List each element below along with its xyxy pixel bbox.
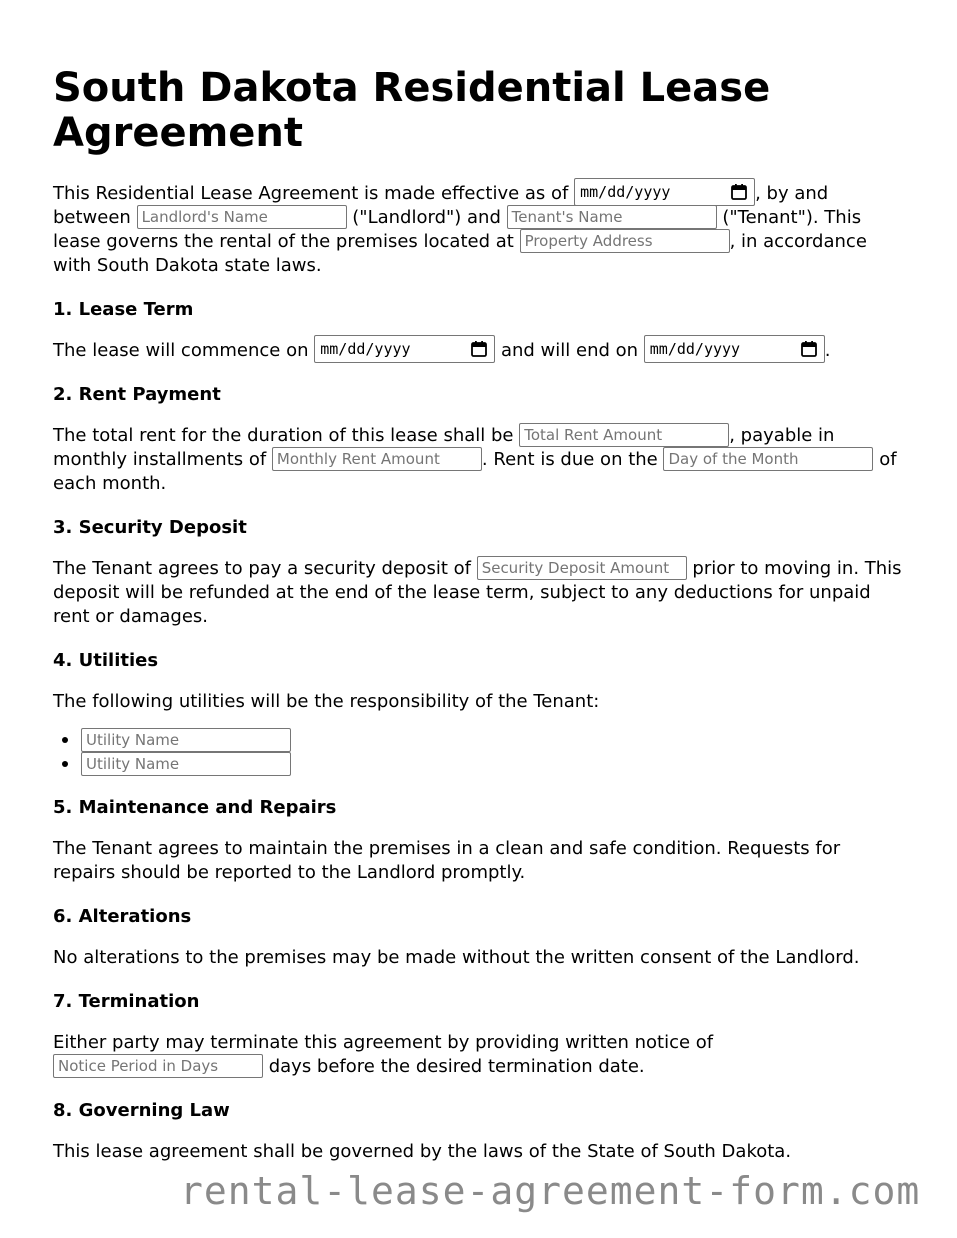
governing-law-paragraph: This lease agreement shall be governed by the laws of the State of South Dakota. (53, 1141, 792, 1162)
property-address-field[interactable]: Property Address (520, 229, 730, 253)
deposit-text-2: prior to moving in. This deposit will be refunded at the end of the lease term, subject to any deductions for unpaid rent or damages. (53, 558, 902, 627)
landlord-name-field[interactable]: Landlord's Name (137, 205, 347, 229)
lease-document (53, 66, 903, 1184)
section-heading-utilities: 4. Utilities (53, 650, 159, 671)
termination-paragraph (53, 1031, 903, 1079)
start-date-input[interactable] (314, 335, 495, 363)
date-placeholder: mm/dd/yyyy (320, 340, 411, 358)
rent-text-2: , payable in monthly installments of (53, 425, 835, 470)
section-heading-lease-term: 1. Lease Term (53, 299, 194, 320)
deposit-text-1: The Tenant agrees to pay a security deposit of (53, 558, 477, 579)
security-deposit-field[interactable]: Security Deposit Amount (477, 556, 687, 580)
rent-text-4: of each month. (53, 449, 897, 494)
rent-payment-paragraph (53, 424, 903, 496)
site-watermark: rental-lease-agreement-form.com (180, 1169, 921, 1213)
alterations-paragraph: No alterations to the premises may be made without the written consent of the Landlord. (53, 947, 860, 968)
intro-text-2: , by and between (53, 183, 829, 228)
section-heading-termination: 7. Termination (53, 991, 200, 1012)
section-heading-maintenance: 5. Maintenance and Repairs (53, 797, 337, 818)
date-placeholder: mm/dd/yyyy (649, 340, 741, 358)
bullet-icon (62, 737, 68, 743)
calendar-icon[interactable] (800, 340, 818, 358)
lease-term-paragraph (53, 339, 903, 363)
lease-term-text-2: and will end on (495, 340, 644, 361)
total-rent-field[interactable]: Total Rent Amount (519, 423, 729, 447)
section-heading-governing-law: 8. Governing Law (53, 1100, 230, 1121)
notice-period-field[interactable]: Notice Period in Days (53, 1054, 263, 1078)
intro-text-4: ("Tenant"). This lease governs the rental of the premises located at (53, 207, 862, 252)
rent-text-3: . Rent is due on the (481, 449, 664, 470)
security-deposit-paragraph (53, 557, 903, 629)
rent-due-day-field[interactable]: Day of the Month (663, 447, 873, 471)
utility-name-field[interactable]: Utility Name (81, 752, 291, 776)
termination-text-1: Either party may terminate this agreement by providing written notice of (53, 1032, 714, 1053)
intro-text-3: ("Landlord") and (346, 207, 507, 228)
page-title: South Dakota Residential Lease Agreement (53, 65, 771, 156)
intro-text-5: , in accordance with South Dakota state laws. (53, 231, 867, 276)
maintenance-paragraph: The Tenant agrees to maintain the premises in a clean and safe condition. Requests for repairs should be reported to the Landlord promptly. (53, 838, 841, 883)
utilities-paragraph: The following utilities will be the responsibility of the Tenant: (53, 691, 600, 712)
tenant-name-field[interactable]: Tenant's Name (507, 205, 717, 229)
section-heading-security-deposit: 3. Security Deposit (53, 517, 247, 538)
monthly-rent-field[interactable]: Monthly Rent Amount (272, 447, 482, 471)
calendar-icon[interactable] (730, 183, 748, 201)
lease-term-text-3: . (824, 340, 831, 361)
utilities-list (53, 728, 903, 776)
bullet-icon (62, 761, 68, 767)
end-date-input[interactable] (644, 335, 825, 363)
lease-term-text-1: The lease will commence on (53, 340, 315, 361)
list-item (81, 752, 903, 776)
effective-date-input[interactable] (574, 178, 755, 206)
calendar-icon[interactable] (470, 340, 488, 358)
section-heading-alterations: 6. Alterations (53, 906, 192, 927)
section-heading-rent-payment: 2. Rent Payment (53, 384, 221, 405)
date-placeholder: mm/dd/yyyy (580, 183, 671, 201)
intro-paragraph (53, 182, 903, 278)
utility-name-field[interactable]: Utility Name (81, 728, 291, 752)
intro-text-1: This Residential Lease Agreement is made effective as of (53, 183, 575, 204)
termination-text-2: days before the desired termination date. (263, 1056, 645, 1077)
list-item (81, 728, 903, 752)
rent-text-1: The total rent for the duration of this lease shall be (53, 425, 520, 446)
